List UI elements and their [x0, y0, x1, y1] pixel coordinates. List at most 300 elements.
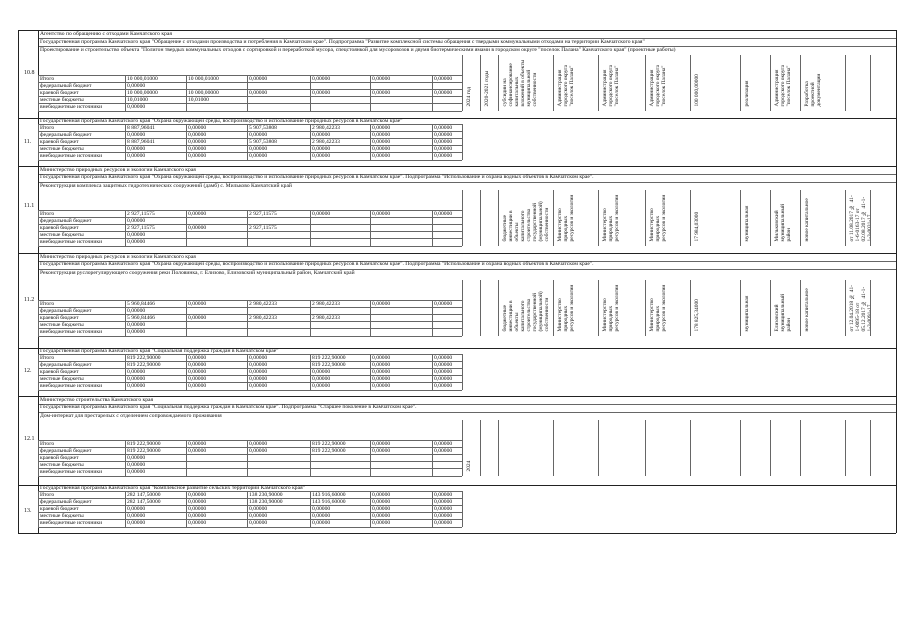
row-label: федеральный бюджет: [40, 498, 92, 505]
row-label: краевой бюджет: [40, 505, 79, 512]
grid-line: [125, 354, 126, 390]
table-cell: 819 222,90000: [127, 447, 161, 454]
grid-line: [800, 190, 801, 246]
table-cell: 0,00000: [188, 368, 207, 375]
row-label: внебюджетные источники: [40, 382, 103, 389]
vertical-cell-text: 2024 год: [466, 87, 472, 107]
grid-line: [125, 75, 126, 111]
table-cell: 0,00000: [127, 461, 146, 468]
grid-line: [462, 491, 463, 527]
table-cell: 0,00000: [188, 519, 207, 526]
row-label: федеральный бюджет: [40, 217, 92, 224]
table-cell: 143 916,60000: [312, 491, 346, 498]
table-cell: 282 147,50000: [127, 491, 161, 498]
table-cell: 0,00000: [372, 447, 391, 454]
grid-line: [432, 75, 433, 111]
grid-line: [310, 300, 311, 336]
row-number: 12.1: [24, 436, 35, 442]
table-cell: 0,00000: [188, 300, 207, 307]
table-cell: 0,00000: [372, 382, 391, 389]
grid-line: [462, 280, 463, 336]
agency-title: Агентство по обращению с отходами Камчатского края: [40, 31, 172, 37]
table-cell: 0,00000: [312, 368, 331, 375]
table-cell: 0,00000: [434, 491, 453, 498]
table-cell: 143 916,60000: [312, 498, 346, 505]
table-cell: 0,00000: [434, 145, 453, 152]
grid-line: [690, 190, 691, 246]
table-cell: 0,00000: [127, 519, 146, 526]
table-cell: 0,00000: [127, 82, 146, 89]
table-cell: 0,00000: [372, 361, 391, 368]
table-cell: 2 980,42233: [312, 124, 340, 131]
table-cell: 819 222,90000: [127, 354, 161, 361]
grid-line: [432, 440, 433, 476]
row-label: местные бюджеты: [40, 461, 84, 468]
table-cell: 0,00000: [372, 368, 391, 375]
table-cell: 0,00000: [249, 375, 268, 382]
row-label: внебюджетные источники: [40, 468, 103, 475]
grid-line: [370, 440, 371, 476]
table-cell: 282 147,50000: [127, 498, 161, 505]
vertical-cell-text: реализация: [744, 80, 750, 107]
table-cell: 0,00000: [372, 519, 391, 526]
table-cell: 0,00000: [434, 498, 453, 505]
grid-line: [480, 190, 481, 246]
table-cell: 2 927,11575: [127, 224, 155, 231]
grid-line: [186, 210, 187, 246]
table-cell: 0,00000: [434, 447, 453, 454]
ministry-title: Министерство природных ресурсов и экологии Камчатского края: [40, 167, 196, 173]
table-cell: 2 927,11575: [249, 224, 277, 231]
row-divider: [38, 354, 462, 355]
row-divider: [38, 321, 462, 322]
grid-line: [370, 75, 371, 111]
grid-line: [740, 420, 741, 476]
row-label: Итого: [40, 491, 55, 498]
grid-line: [690, 420, 691, 476]
grid-line: [247, 300, 248, 336]
table-cell: 0,00000: [127, 238, 146, 245]
row-label: федеральный бюджет: [40, 447, 92, 454]
grid-line: [310, 354, 311, 390]
row-label: местные бюджеты: [40, 512, 84, 519]
table-cell: 0,00000: [127, 468, 146, 475]
vertical-cell-text: Елизовский муниципальный район: [774, 293, 792, 332]
vertical-cell-text: новое капитальное: [804, 288, 810, 332]
object-title: Проектирование и строительство объекта "Полигон твердых коммунальных отходов с сортировкой и переработкой мусора, спецстоянкой для мусоровозов и двумя биотермическими ямами в городском округе "поселок Палана" Камчатского края" (проектные работы): [40, 47, 676, 53]
vertical-cell-text: Разработка проектной документации: [804, 73, 822, 107]
table-cell: 5 907,53808: [249, 138, 277, 145]
grid-line: [370, 354, 371, 390]
grid-line: [480, 280, 481, 336]
table-cell: 0,00000: [249, 145, 268, 152]
ministry-title: Министерство строительства Камчатского края: [40, 397, 154, 403]
grid-line: [800, 280, 801, 336]
table-cell: 0,00000: [127, 382, 146, 389]
table-cell: 0,00000: [434, 152, 453, 159]
table-cell: 2 980,42233: [312, 314, 340, 321]
table-cell: 0,00000: [312, 210, 331, 217]
vertical-cell-text: муниципальная: [744, 295, 750, 332]
grid-line: [38, 440, 39, 476]
table-cell: 0,00000: [249, 505, 268, 512]
table-cell: 0,00000: [249, 368, 268, 375]
row-divider: [38, 124, 462, 125]
table-cell: 138 230,90000: [249, 491, 283, 498]
table-cell: 2 927,11575: [249, 210, 277, 217]
grid-line: [462, 124, 463, 160]
grid-line: [38, 124, 39, 160]
table-cell: 0,00000: [372, 210, 391, 217]
row-label: краевой бюджет: [40, 314, 79, 321]
row-label: федеральный бюджет: [40, 82, 92, 89]
grid-line: [186, 354, 187, 390]
table-cell: 0,00000: [372, 131, 391, 138]
row-label: внебюджетные источники: [40, 519, 103, 526]
table-cell: 0,00000: [188, 498, 207, 505]
grid-line: [310, 491, 311, 527]
grid-line: [645, 55, 646, 111]
grid-line: [370, 124, 371, 160]
table-cell: 0,00000: [312, 152, 331, 159]
row-number: 11.: [24, 139, 32, 145]
table-cell: 0,00000: [434, 354, 453, 361]
table-cell: 0,00000: [312, 505, 331, 512]
table-cell: 0,00000: [188, 361, 207, 368]
table-cell: 0,00000: [188, 382, 207, 389]
grid-line: [870, 55, 871, 111]
row-label: местные бюджеты: [40, 321, 84, 328]
table-cell: 0,00000: [127, 328, 146, 335]
vertical-cell-text: Министерство природных ресурсов и экологии: [602, 194, 620, 242]
row-label: Итого: [40, 124, 55, 131]
row-divider: [38, 75, 462, 76]
grid-line: [432, 300, 433, 336]
grid-line: [38, 354, 39, 390]
table-cell: 0,00000: [434, 368, 453, 375]
row-label: краевой бюджет: [40, 368, 79, 375]
table-cell: 10 000,01000: [127, 75, 158, 82]
row-divider: [38, 160, 462, 161]
grid-line: [800, 420, 801, 476]
vertical-cell-text: муниципальная: [744, 205, 750, 242]
table-cell: 2 927,11575: [127, 210, 155, 217]
vertical-cell-text: Министерство природных ресурсов и экологии: [649, 284, 667, 332]
row-label: местные бюджеты: [40, 145, 84, 152]
table-cell: 0,00000: [249, 519, 268, 526]
row-divider: [38, 111, 462, 112]
ministry-title: Министерство природных ресурсов и экологии Камчатского края: [40, 254, 196, 260]
row-label: краевой бюджет: [40, 224, 79, 231]
grid-line: [598, 55, 599, 111]
table-cell: 0,00000: [434, 505, 453, 512]
grid-line: [310, 75, 311, 111]
row-label: Итого: [40, 210, 55, 217]
object-title: Реконструкция комплекса защитных гидротехнических сооружений (дамб) с. Мильково Камчатский край: [40, 183, 292, 189]
row-divider: [38, 454, 462, 455]
table-cell: 0,00000: [188, 354, 207, 361]
grid-line: [310, 440, 311, 476]
grid-line: [186, 440, 187, 476]
row-label: Итого: [40, 75, 55, 82]
table-cell: 5 960,84466: [127, 300, 155, 307]
grid-line: [598, 190, 599, 246]
table-cell: 0,00000: [188, 447, 207, 454]
table-cell: 0,00000: [434, 75, 453, 82]
table-cell: 0,00000: [188, 512, 207, 519]
table-cell: 0,00000: [372, 300, 391, 307]
row-label: федеральный бюджет: [40, 361, 92, 368]
grid-line: [740, 55, 741, 111]
table-cell: 0,00000: [127, 217, 146, 224]
vertical-cell-text: 100 000,00000: [694, 74, 700, 107]
table-cell: 5 960,84466: [127, 314, 155, 321]
grid-line: [247, 124, 248, 160]
grid-line: [247, 210, 248, 246]
row-number: 11.2: [24, 297, 35, 303]
row-divider: [38, 217, 462, 218]
program-title: Государственная программа Камчатского края "Охрана окружающей среды, воспроизводство и использование природных ресурсов в Камчатском крае". Подпрограмма "Использование и охрана водных объектов в Камчатском крае".: [40, 174, 594, 180]
table-cell: 0,00000: [372, 124, 391, 131]
grid-line: [870, 420, 871, 476]
grid-line: [845, 420, 846, 476]
grid-line: [498, 420, 499, 476]
row-number: 11.1: [24, 203, 35, 209]
table-cell: 0,00000: [434, 375, 453, 382]
table-cell: 0,00000: [434, 210, 453, 217]
row-number: 10.8: [24, 70, 35, 76]
table-cell: 0,00000: [188, 375, 207, 382]
table-cell: 0,00000: [249, 89, 268, 96]
table-cell: 10 000,01000: [188, 75, 219, 82]
grid-line: [553, 190, 554, 246]
vertical-cell-text: Администрация городского округа "поселок Палана": [774, 64, 792, 107]
table-cell: 2 980,42233: [312, 300, 340, 307]
grid-line: [125, 440, 126, 476]
grid-line: [845, 55, 846, 111]
table-cell: 0,00000: [434, 131, 453, 138]
grid-line: [690, 280, 691, 336]
table-cell: 0,00000: [249, 361, 268, 368]
row-label: федеральный бюджет: [40, 307, 92, 314]
table-cell: 0,00000: [312, 75, 331, 82]
table-cell: 0,00000: [372, 138, 391, 145]
grid-line: [462, 190, 463, 246]
table-cell: 0,00000: [434, 300, 453, 307]
grid-line: [432, 210, 433, 246]
row-label: федеральный бюджет: [40, 131, 92, 138]
vertical-cell-text: Администрация городского округа "поселок Палана": [557, 64, 575, 107]
vertical-cell-text: Мильковский муниципальный район: [774, 203, 792, 242]
table-cell: 0,00000: [127, 454, 146, 461]
table-cell: 0,00000: [127, 368, 146, 375]
row-label: внебюджетные источники: [40, 328, 103, 335]
table-cell: 0,00000: [127, 307, 146, 314]
row-divider: [38, 246, 462, 247]
grid-line: [186, 124, 187, 160]
row-number: 13.: [24, 508, 32, 514]
row-divider: [38, 491, 462, 492]
grid-line: [186, 75, 187, 111]
grid-line: [370, 491, 371, 527]
table-cell: 0,00000: [249, 382, 268, 389]
grid-line: [598, 280, 599, 336]
row-divider: [38, 440, 462, 441]
grid-line: [432, 124, 433, 160]
table-cell: 0,00000: [127, 103, 146, 110]
table-cell: 819 222,90000: [127, 440, 161, 447]
row-label: внебюджетные источники: [40, 103, 103, 110]
table-cell: 0,00000: [372, 498, 391, 505]
grid-line: [740, 190, 741, 246]
grid-line: [845, 280, 846, 336]
grid-line: [125, 300, 126, 336]
vertical-cell-text: от 11.08.2017 № 41-1-6-0163-17 от 02.08.2017 № 41-1-1-3-0031-17: [849, 195, 873, 242]
table-cell: 0,00000: [434, 361, 453, 368]
table-cell: 819 222,90000: [312, 447, 346, 454]
table-cell: 0,00000: [127, 375, 146, 382]
row-label: краевой бюджет: [40, 138, 79, 145]
grid-line: [38, 300, 39, 336]
table-cell: 10,01000: [188, 96, 209, 103]
row-label: Итого: [40, 440, 55, 447]
table-cell: 0,00000: [188, 314, 207, 321]
grid-line: [553, 280, 554, 336]
row-divider: [38, 336, 462, 337]
grid-line: [498, 280, 499, 336]
table-cell: 0,00000: [434, 138, 453, 145]
grid-line: [125, 210, 126, 246]
row-label: краевой бюджет: [40, 454, 79, 461]
table-cell: 819 222,90000: [312, 440, 346, 447]
grid-line: [310, 210, 311, 246]
table-cell: 0,00000: [127, 152, 146, 159]
table-cell: 0,00000: [372, 75, 391, 82]
program-title: Государственная программа Камчатского края "Обращение с отходами производства и потребления в Камчатском крае". Подпрограмма "Развитие комплексной системы обращения с твердыми коммунальными отходами на территории Камчатского края": [40, 39, 645, 45]
table-cell: 0,00000: [372, 152, 391, 159]
table-cell: 0,00000: [127, 512, 146, 519]
row-divider: [38, 461, 462, 462]
vertical-cell-text: 178 825,34000: [694, 299, 700, 332]
table-cell: 819 222,90000: [127, 361, 161, 368]
row-divider: [38, 307, 462, 308]
grid-line: [370, 210, 371, 246]
row-divider: [38, 96, 462, 97]
table-cell: 0,00000: [188, 145, 207, 152]
vertical-cell-text: 2020-2021 годы: [484, 70, 490, 107]
vertical-cell-text: 17 984,03000: [694, 211, 700, 242]
object-title: Реконструкция руслорегулирующего сооружения реки Половинка, г. Елизово, Елизовский муниципальный район, Камчатский край: [40, 270, 355, 276]
grid-line: [125, 491, 126, 527]
table-cell: 8 887,96041: [127, 124, 155, 131]
table-cell: 0,00000: [372, 145, 391, 152]
table-cell: 0,00000: [372, 491, 391, 498]
table-cell: 0,00000: [372, 505, 391, 512]
table-cell: 0,00000: [372, 440, 391, 447]
table-cell: 0,00000: [312, 519, 331, 526]
grid-line: [645, 420, 646, 476]
vertical-cell-text: Министерство природных ресурсов и экологии: [557, 284, 575, 332]
table-cell: 0,00000: [188, 210, 207, 217]
vertical-cell-text: субсидии на софинансирование капитальных вложений в объекты муниципальной собственности: [502, 59, 538, 107]
table-cell: 0,00000: [312, 131, 331, 138]
table-cell: 0,00000: [434, 382, 453, 389]
table-cell: 0,00000: [188, 124, 207, 131]
row-divider: [38, 390, 462, 391]
table-cell: 0,00000: [127, 505, 146, 512]
table-cell: 0,00000: [249, 512, 268, 519]
grid-line: [38, 210, 39, 246]
program-title: Государственная программа Камчатского края "Охрана окружающей среды, воспроизводство и использование природных ресурсов в Камчатском крае": [40, 118, 403, 124]
grid-line: [553, 55, 554, 111]
table-cell: 0,00000: [188, 505, 207, 512]
table-cell: 0,00000: [249, 440, 268, 447]
grid-line: [247, 440, 248, 476]
table-cell: 0,00000: [372, 375, 391, 382]
table-cell: 0,00000: [249, 131, 268, 138]
grid-line: [770, 420, 771, 476]
grid-line: [870, 190, 871, 246]
grid-line: [770, 280, 771, 336]
table-cell: 5 907,53808: [249, 124, 277, 131]
vertical-cell-text: Министерство природных ресурсов и экологии: [649, 194, 667, 242]
table-cell: 0,00000: [188, 152, 207, 159]
row-divider: [38, 231, 462, 232]
table-cell: 819 222,90000: [312, 354, 346, 361]
grid-line: [186, 300, 187, 336]
table-cell: 0,00000: [127, 231, 146, 238]
table-cell: 0,00000: [312, 145, 331, 152]
table-cell: 0,00000: [434, 124, 453, 131]
table-cell: 2 980,42233: [249, 300, 277, 307]
program-title: Государственная программа Камчатского края "Охрана окружающей среды, воспроизводство и использование природных ресурсов в Камчатском крае". Подпрограмма "Использование и охрана водных объектов в Камчатском крае".: [40, 261, 594, 267]
row-label: внебюджетные источники: [40, 152, 103, 159]
table-cell: 0,00000: [127, 321, 146, 328]
vertical-cell-text: Министерство природных ресурсов и экологии: [557, 194, 575, 242]
table-cell: 0,00000: [249, 447, 268, 454]
grid-line: [553, 420, 554, 476]
grid-line: [480, 55, 481, 111]
grid-line: [38, 491, 39, 527]
row-label: местные бюджеты: [40, 375, 84, 382]
vertical-cell-text: 2024: [466, 460, 472, 472]
grid-line: [247, 75, 248, 111]
table-cell: 0,00000: [188, 440, 207, 447]
row-divider: [38, 82, 462, 83]
program-title: Государственная программа Камчатского края "Социальная поддержка граждан в Камчатском крае". Подпрограмма "Старшее поколение в Камчатском крае".: [40, 404, 417, 410]
grid-line: [845, 190, 846, 246]
table-cell: 0,00000: [188, 491, 207, 498]
grid-line: [247, 491, 248, 527]
table-cell: 0,00000: [188, 138, 207, 145]
row-label: местные бюджеты: [40, 96, 84, 103]
grid-line: [498, 190, 499, 246]
table-cell: 819 222,90000: [312, 361, 346, 368]
vertical-cell-text: бюджетные инвестиции в объекты капитального строительства государственной (муниципальной) собственности: [502, 291, 550, 332]
grid-line: [645, 190, 646, 246]
vertical-cell-text: Министерство природных ресурсов и экологии: [602, 284, 620, 332]
row-label: внебюджетные источники: [40, 238, 103, 245]
grid-line: [310, 124, 311, 160]
grid-line: [690, 55, 691, 111]
vertical-cell-text: от 12.04.2018 № 41-1-0095-18 от 05.12.2017 № 41-1-1-3-0091-17: [849, 285, 873, 332]
table-cell: 0,00000: [312, 89, 331, 96]
grid-line: [770, 55, 771, 111]
grid-line: [432, 354, 433, 390]
table-cell: 0,00000: [372, 512, 391, 519]
grid-line: [38, 75, 39, 111]
table-cell: 0,00000: [188, 224, 207, 231]
